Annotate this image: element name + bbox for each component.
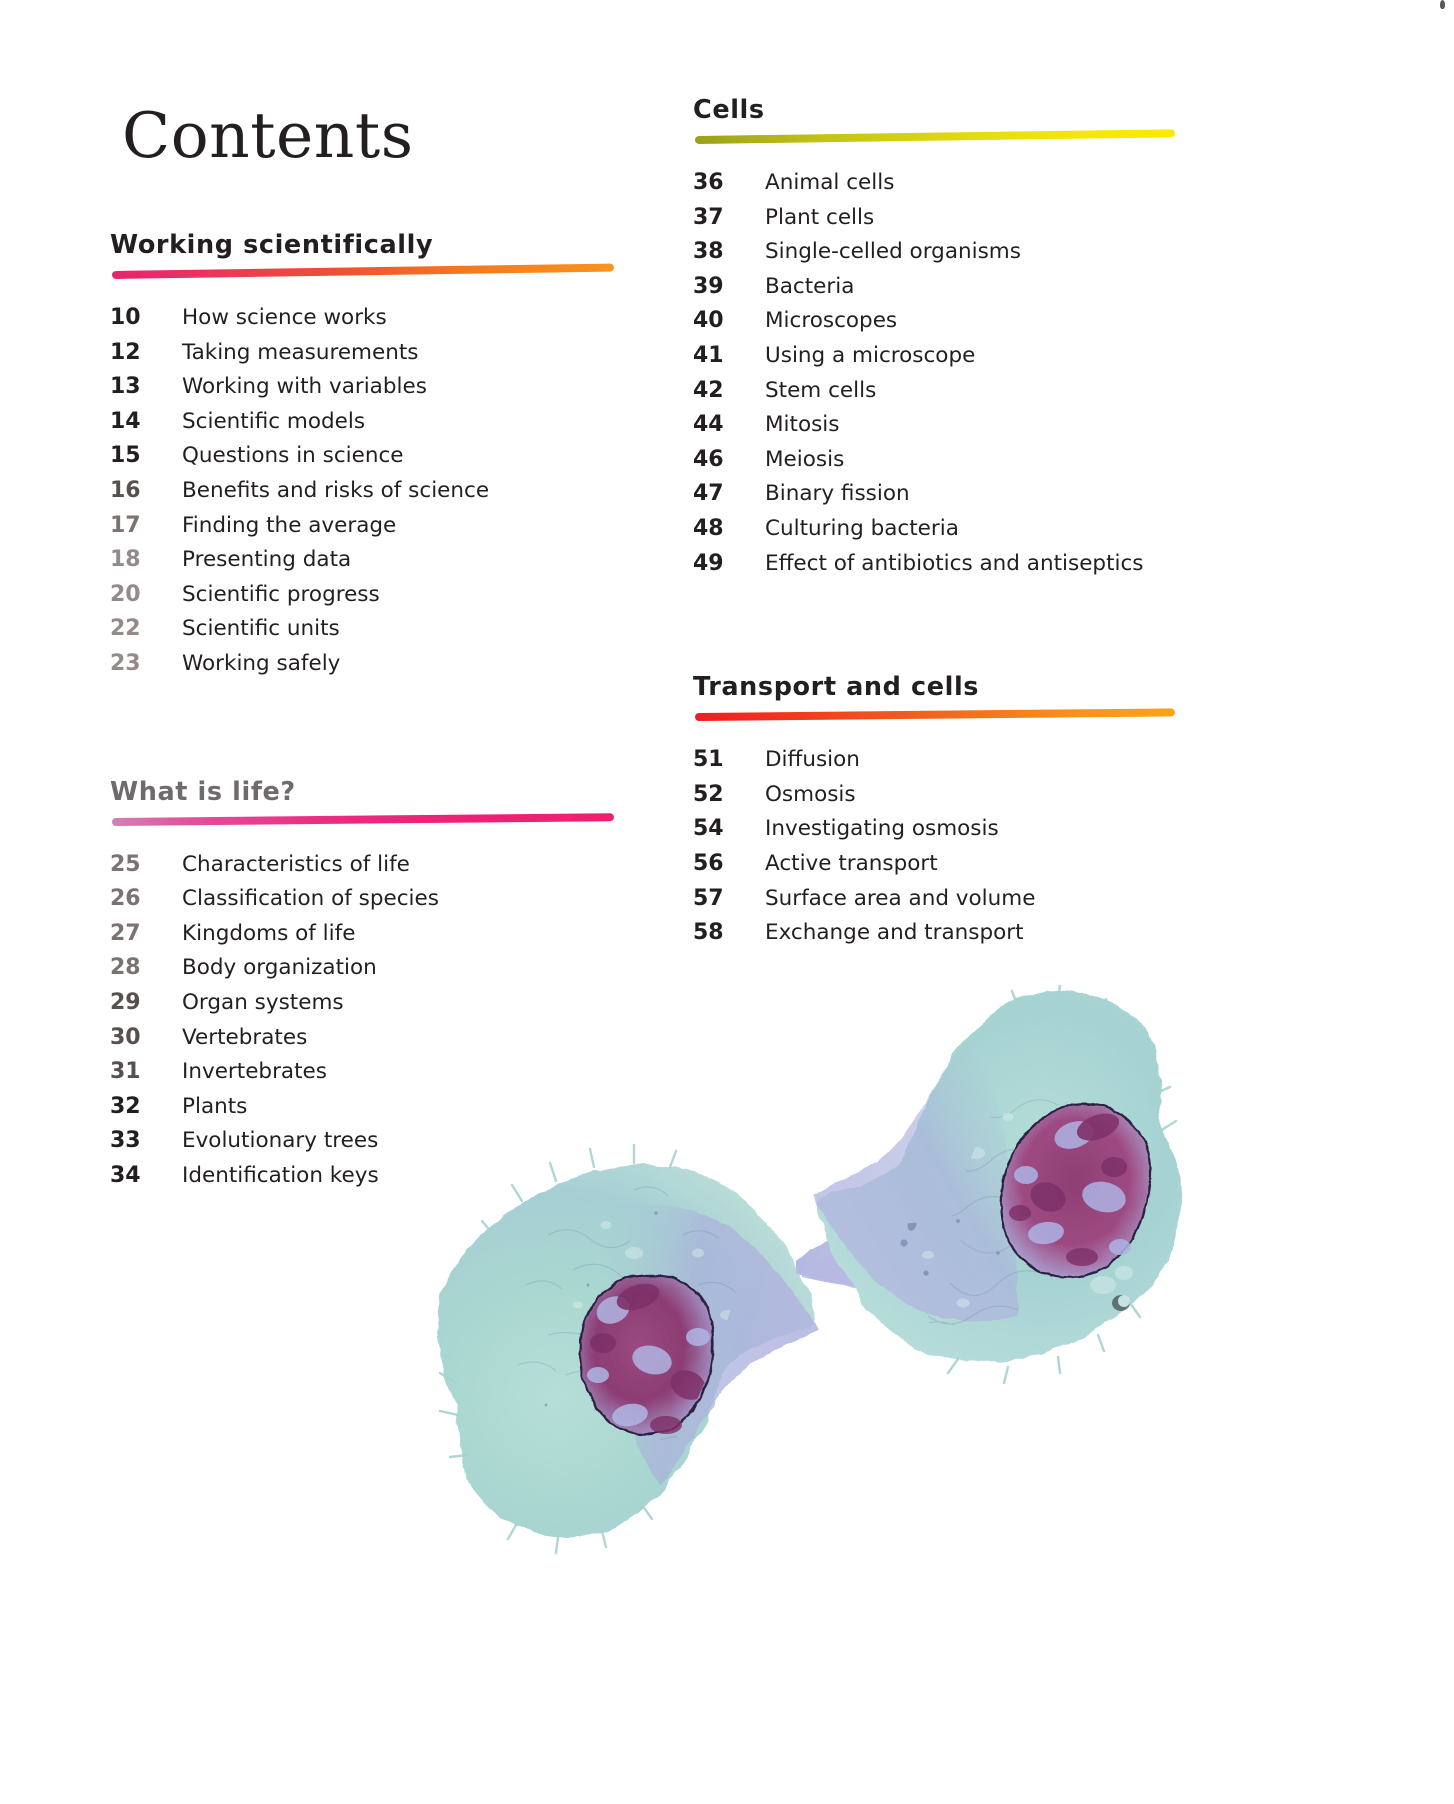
entry-title: Meiosis <box>765 446 845 472</box>
entry-title: Classification of species <box>182 886 439 912</box>
section-rule <box>112 264 614 279</box>
left-daughter-cell <box>436 1165 818 1537</box>
page-number: 51 <box>693 747 724 773</box>
entry-title: Using a microscope <box>765 343 976 369</box>
page-number: 18 <box>110 547 141 573</box>
page-number: 32 <box>110 1093 141 1119</box>
page-number: 54 <box>693 816 724 842</box>
entry-title: Plants <box>182 1093 248 1119</box>
list-item[interactable] <box>693 747 1393 782</box>
dividing-cell-svg <box>398 985 1208 1555</box>
list-item[interactable] <box>693 851 1393 886</box>
entry-title: Scientific units <box>182 616 340 642</box>
page-number: 33 <box>110 1128 141 1154</box>
list-item[interactable] <box>693 782 1393 817</box>
entry-title: Animal cells <box>765 170 895 196</box>
entry-title: Vertebrates <box>182 1024 308 1050</box>
entry-title: Binary fission <box>765 481 910 507</box>
page-number: 30 <box>110 1024 141 1050</box>
entry-title: Osmosis <box>765 781 856 807</box>
list-item[interactable] <box>110 513 630 548</box>
page-number: 37 <box>693 204 724 230</box>
list-item[interactable] <box>110 340 630 375</box>
entry-title: Exchange and transport <box>765 920 1024 946</box>
page-number: 52 <box>693 781 724 807</box>
list-item[interactable] <box>693 516 1393 551</box>
page-number: 28 <box>110 955 141 981</box>
page-number: 56 <box>693 851 724 876</box>
section-working-scientifically <box>110 231 630 686</box>
list-item[interactable] <box>110 886 630 921</box>
list-item[interactable] <box>693 205 1393 240</box>
list-item[interactable] <box>110 443 630 478</box>
list-item[interactable] <box>110 852 630 887</box>
scan-speck <box>1440 0 1445 9</box>
list-item[interactable] <box>110 374 630 409</box>
list-item[interactable] <box>693 239 1393 274</box>
list-item[interactable] <box>110 582 630 617</box>
section-heading: What is life? <box>110 776 296 807</box>
entry-title: Single-celled organisms <box>765 239 1021 265</box>
list-item[interactable] <box>693 481 1393 516</box>
right-column <box>693 96 1393 955</box>
entry-title: Stem cells <box>765 377 877 403</box>
list-item[interactable] <box>110 921 630 956</box>
list-item[interactable] <box>693 170 1393 205</box>
entry-title: Microscopes <box>765 308 898 334</box>
page-number: 22 <box>110 616 141 642</box>
section-rule <box>695 709 1175 722</box>
list-item[interactable] <box>693 816 1393 851</box>
entry-title: Evolutionary trees <box>182 1128 379 1154</box>
page-number: 13 <box>110 374 141 400</box>
page-number: 57 <box>693 885 724 911</box>
page-number: 26 <box>110 886 141 912</box>
page-number: 47 <box>693 481 724 507</box>
list-item[interactable] <box>110 651 630 686</box>
list-item[interactable] <box>110 616 630 651</box>
entry-title: Diffusion <box>765 747 860 773</box>
dark-vesicle <box>1112 1295 1130 1311</box>
page-number: 17 <box>110 512 141 538</box>
list-item[interactable] <box>110 547 630 582</box>
page-number: 23 <box>110 650 141 676</box>
list-item[interactable] <box>693 378 1393 413</box>
section-heading: Transport and cells <box>693 672 980 703</box>
entry-title: Plant cells <box>765 204 875 230</box>
list-item[interactable] <box>693 447 1393 482</box>
entry-title: Characteristics of life <box>182 851 410 877</box>
list-item[interactable] <box>110 478 630 513</box>
list-item[interactable] <box>693 412 1393 447</box>
entry-title: Identification keys <box>182 1162 379 1188</box>
entry-title: Finding the average <box>182 512 397 538</box>
entry-title: Organ systems <box>182 990 344 1015</box>
entry-title: Surface area and volume <box>765 885 1036 911</box>
list-item[interactable] <box>693 886 1393 921</box>
section-cells <box>693 96 1393 585</box>
dividing-cell-micrograph <box>398 985 1208 1555</box>
page-number: 31 <box>110 1059 141 1085</box>
entry-title: Presenting data <box>182 547 352 573</box>
page-number: 49 <box>693 550 724 576</box>
list-item[interactable] <box>110 409 630 444</box>
entry-title: Bacteria <box>765 273 855 299</box>
entry-title: Questions in science <box>182 443 404 469</box>
entry-title: Body organization <box>182 955 377 981</box>
section-heading: Cells <box>693 95 765 125</box>
page-number: 48 <box>693 515 724 541</box>
entry-title: Scientific progress <box>182 581 380 607</box>
entry-title: Scientific models <box>182 408 366 434</box>
entry-title: Culturing bacteria <box>765 515 959 541</box>
right-daughter-cell <box>812 989 1182 1361</box>
page-number: 36 <box>693 170 724 196</box>
entry-title: How science works <box>182 305 387 331</box>
page-number: 44 <box>693 412 724 438</box>
entry-title: Active transport <box>765 851 938 876</box>
entry-title: Kingdoms of life <box>182 920 356 946</box>
page-number: 15 <box>110 443 141 469</box>
section-heading: Working scientifically <box>110 230 434 260</box>
page-number: 16 <box>110 478 141 504</box>
entry-title: Mitosis <box>765 412 840 438</box>
list-item[interactable] <box>693 343 1393 378</box>
page-number: 58 <box>693 920 724 946</box>
page-number: 10 <box>110 305 141 331</box>
entry-title: Taking measurements <box>182 339 419 365</box>
page-number: 29 <box>110 990 141 1015</box>
entry-title: Benefits and risks of science <box>182 478 490 504</box>
page-number: 39 <box>693 273 724 299</box>
entry-title: Investigating osmosis <box>765 816 999 842</box>
list-item[interactable] <box>110 305 630 340</box>
page-number: 20 <box>110 581 141 607</box>
page-number: 27 <box>110 920 141 946</box>
section-transport-and-cells <box>693 673 1393 955</box>
page-number: 46 <box>693 446 724 472</box>
list-item[interactable] <box>693 274 1393 309</box>
entry-title: Working with variables <box>182 374 427 400</box>
page-number: 25 <box>110 851 141 877</box>
section-rule <box>695 129 1175 144</box>
page-number: 38 <box>693 239 724 265</box>
page-title: Contents <box>122 99 414 172</box>
entry-title: Invertebrates <box>182 1059 327 1085</box>
toc-list-working-scientifically <box>110 305 630 686</box>
page-number: 42 <box>693 377 724 403</box>
page-number: 40 <box>693 308 724 334</box>
toc-list-transport-and-cells <box>693 747 1393 955</box>
page-number: 34 <box>110 1162 141 1188</box>
list-item[interactable] <box>693 308 1393 343</box>
page-number: 41 <box>693 343 724 369</box>
entry-title: Working safely <box>182 650 341 676</box>
toc-list-cells <box>693 170 1393 585</box>
page-number: 14 <box>110 408 141 434</box>
page-number: 12 <box>110 339 141 365</box>
entry-title: Effect of antibiotics and antiseptics <box>765 550 1144 576</box>
list-item[interactable] <box>693 551 1393 586</box>
list-item[interactable] <box>693 920 1393 955</box>
section-rule <box>112 813 614 826</box>
